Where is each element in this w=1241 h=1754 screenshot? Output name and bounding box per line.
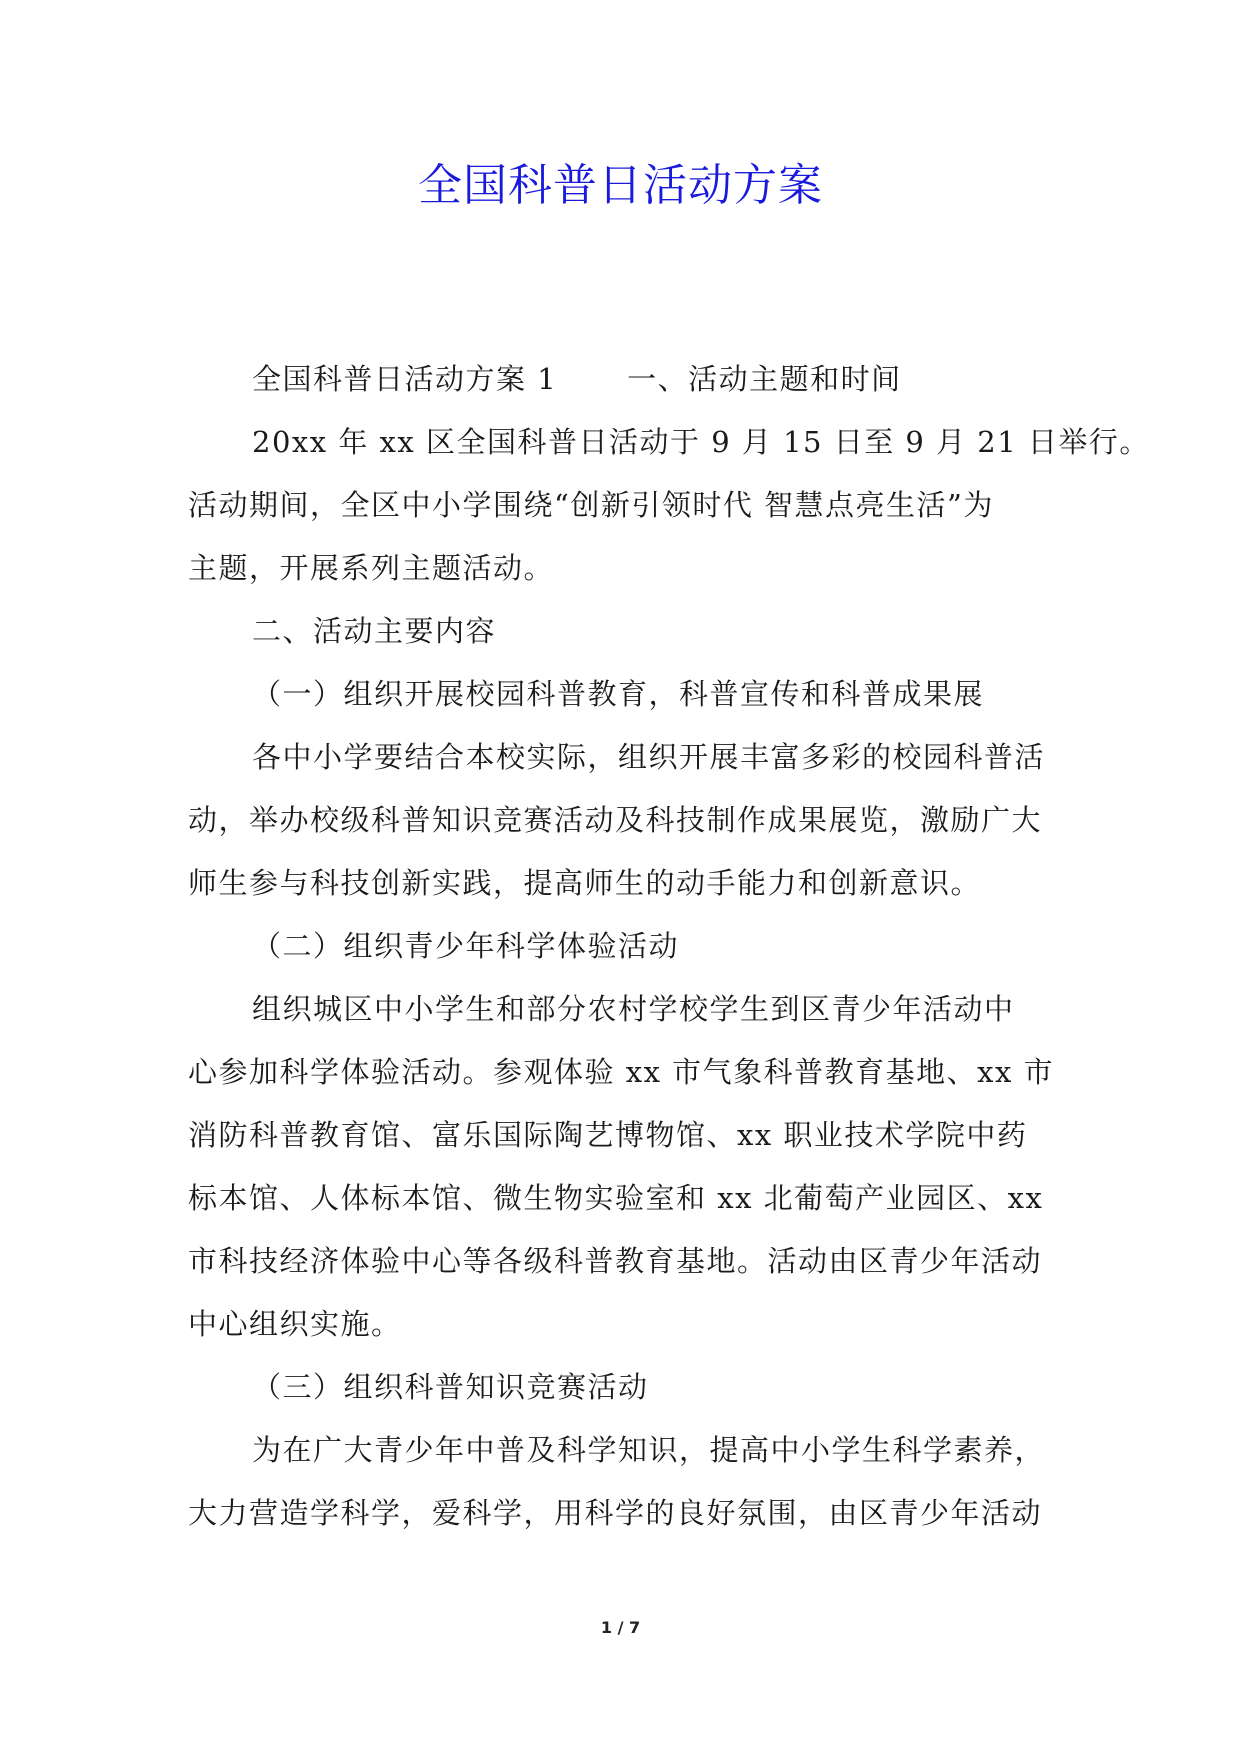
- paragraph-line: 市科技经济体验中心等各级科普教育基地。活动由区青少年活动: [188, 1244, 1043, 1278]
- section-heading: 二、活动主要内容: [252, 614, 497, 648]
- section-heading-plan: 全国科普日活动方案 1: [252, 362, 558, 396]
- subsection-heading: （三）组织科普知识竞赛活动: [252, 1370, 649, 1404]
- document-body: [188, 348, 1150, 1545]
- document-title: 全国科普日活动方案: [418, 160, 823, 211]
- paragraph-line: 中心组织实施。: [188, 1307, 402, 1341]
- subsection-heading: （一）组织开展校园科普教育，科普宣传和科普成果展: [252, 677, 985, 711]
- subsection-heading: （二）组织青少年科学体验活动: [252, 929, 680, 963]
- paragraph-line: 20xx 年 xx 区全国科普日活动于 9 月 15 日至 9 月 21 日举行。: [252, 425, 1150, 459]
- paragraph-line: 师生参与科技创新实践，提高师生的动手能力和创新意识。: [188, 866, 982, 900]
- paragraph-line: 主题，开展系列主题活动。: [188, 551, 555, 585]
- paragraph-line: 大力营造学科学，爱科学，用科学的良好氛围，由区青少年活动: [188, 1496, 1043, 1530]
- paragraph-line: 标本馆、人体标本馆、微生物实验室和 xx 北葡萄产业园区、xx: [188, 1181, 1044, 1215]
- paragraph-line: 组织城区中小学生和部分农村学校学生到区青少年活动中: [252, 992, 1015, 1026]
- paragraph-line: 动，举办校级科普知识竞赛活动及科技制作成果展览，激励广大: [188, 803, 1043, 837]
- paragraph-line: 心参加科学体验活动。参观体验 xx 市气象科普教育基地、xx 市: [188, 1055, 1055, 1089]
- paragraph-line: [188, 348, 1054, 411]
- paragraph-line: 活动期间，全区中小学围绕“创新引领时代 智慧点亮生活”为: [188, 488, 994, 522]
- paragraph-line: 各中小学要结合本校实际，组织开展丰富多彩的校园科普活: [252, 740, 1046, 774]
- section-heading-theme: 一、活动主题和时间: [627, 362, 902, 396]
- page-number: 1 / 7: [600, 1618, 641, 1637]
- paragraph-line: 为在广大青少年中普及科学知识，提高中小学生科学素养，: [252, 1433, 1046, 1467]
- paragraph-line: 消防科普教育馆、富乐国际陶艺博物馆、xx 职业技术学院中药: [188, 1118, 1028, 1152]
